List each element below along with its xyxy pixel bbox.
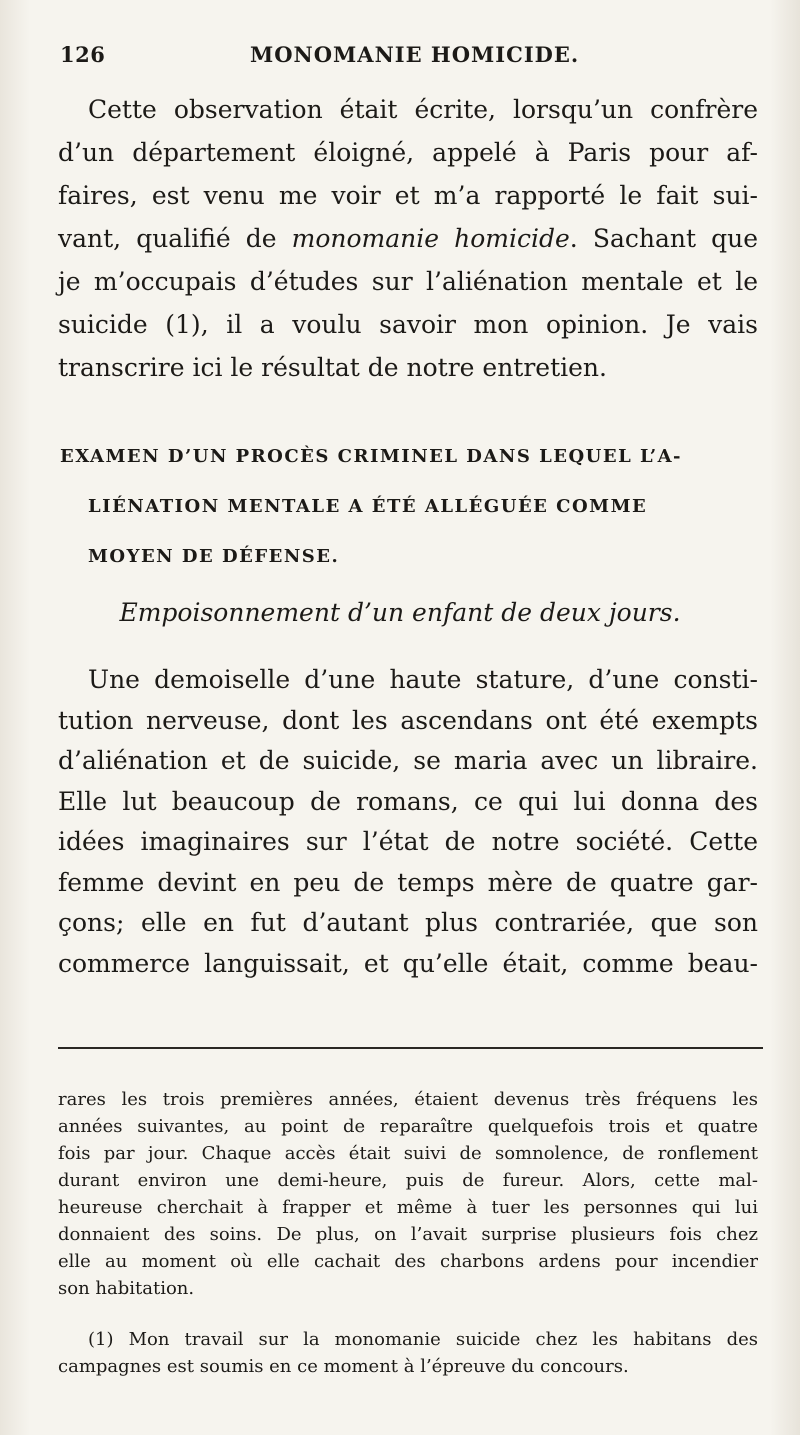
footnote-line: elle au moment où elle cachait des charbons ardens pour incendier [58, 1251, 758, 1272]
footnote-line: fois par jour. Chaque accès était suivi de somnolence, de ronflement [58, 1143, 758, 1164]
text-line: je m’occupais d’études sur l’aliénation mentale et le [58, 267, 758, 296]
text-line: tution nerveuse, dont les ascendans ont été exempts [58, 705, 758, 735]
footnote-line: durant environ une demi-heure, puis de fureur. Alors, cette mal- [58, 1170, 758, 1191]
text-line: idées imaginaires sur l’état de notre société. Cette [58, 827, 758, 856]
italic-term: monomanie homicide [291, 224, 570, 253]
text-line: vant, qualifié de monomanie homicide. Sachant que [58, 224, 758, 253]
text-line: femme devint en peu de temps mère de quatre gar- [58, 867, 758, 897]
text-line: Elle lut beaucoup de romans, ce qui lui donna des [58, 786, 758, 816]
heading-line: EXAMEN D’UN PROCÈS CRIMINEL DANS LEQUEL L’A- [60, 446, 683, 467]
footnote-line: années suivantes, au point de reparaître quelquefois trois et quatre [58, 1116, 758, 1137]
page-header [60, 42, 760, 78]
text-line: d’un département éloigné, appelé à Paris pour af- [58, 138, 758, 167]
running-head: MONOMANIE HOMICIDE. [250, 42, 580, 67]
case-subtitle: Empoisonnement d’un enfant de deux jours. [119, 598, 681, 627]
footnote-line: heureuse cherchait à frapper et même à tuer les personnes qui lui [58, 1197, 758, 1218]
page-number: 126 [60, 42, 106, 67]
footnote-separator [58, 1047, 763, 1049]
text-line: suicide (1), il a voulu savoir mon opinion. Je vais [58, 310, 758, 339]
footnote-line: campagnes est soumis en ce moment à l’épreuve du concours. [58, 1356, 629, 1377]
text-line: Une demoiselle d’une haute stature, d’une consti- [88, 665, 758, 694]
footnote-line: rares les trois premières années, étaient devenus très fréquens les [58, 1089, 758, 1110]
footnote-line: donnaient des soins. De plus, on l’avait surprise plusieurs fois chez [58, 1224, 758, 1245]
text-line: commerce languissait, et qu’elle était, comme beau- [58, 948, 758, 978]
paragraph-case [58, 660, 758, 984]
section-heading [60, 432, 750, 582]
text-line: Cette observation était écrite, lorsqu’un confrère [88, 95, 758, 124]
paragraph-introduction [58, 88, 758, 389]
footnote-line: son habitation. [58, 1278, 195, 1299]
text-line: çons; elle en fut d’autant plus contrariée, que son [58, 908, 758, 937]
text-line: transcrire ici le résultat de notre entretien. [58, 353, 607, 382]
heading-line: LIÉNATION MENTALE A ÉTÉ ALLÉGUÉE COMME [88, 496, 648, 517]
heading-line: MOYEN DE DÉFENSE. [88, 546, 340, 567]
text-line: d’aliénation et de suicide, se maria avec un libraire. [58, 746, 758, 775]
text-line: faires, est venu me voir et m’a rapporté le fait sui- [58, 181, 758, 210]
footnote-line: (1) Mon travail sur la monomanie suicide chez les habitans des [88, 1329, 758, 1350]
footnote-1 [58, 1326, 758, 1380]
footnote-continuation [58, 1086, 758, 1302]
